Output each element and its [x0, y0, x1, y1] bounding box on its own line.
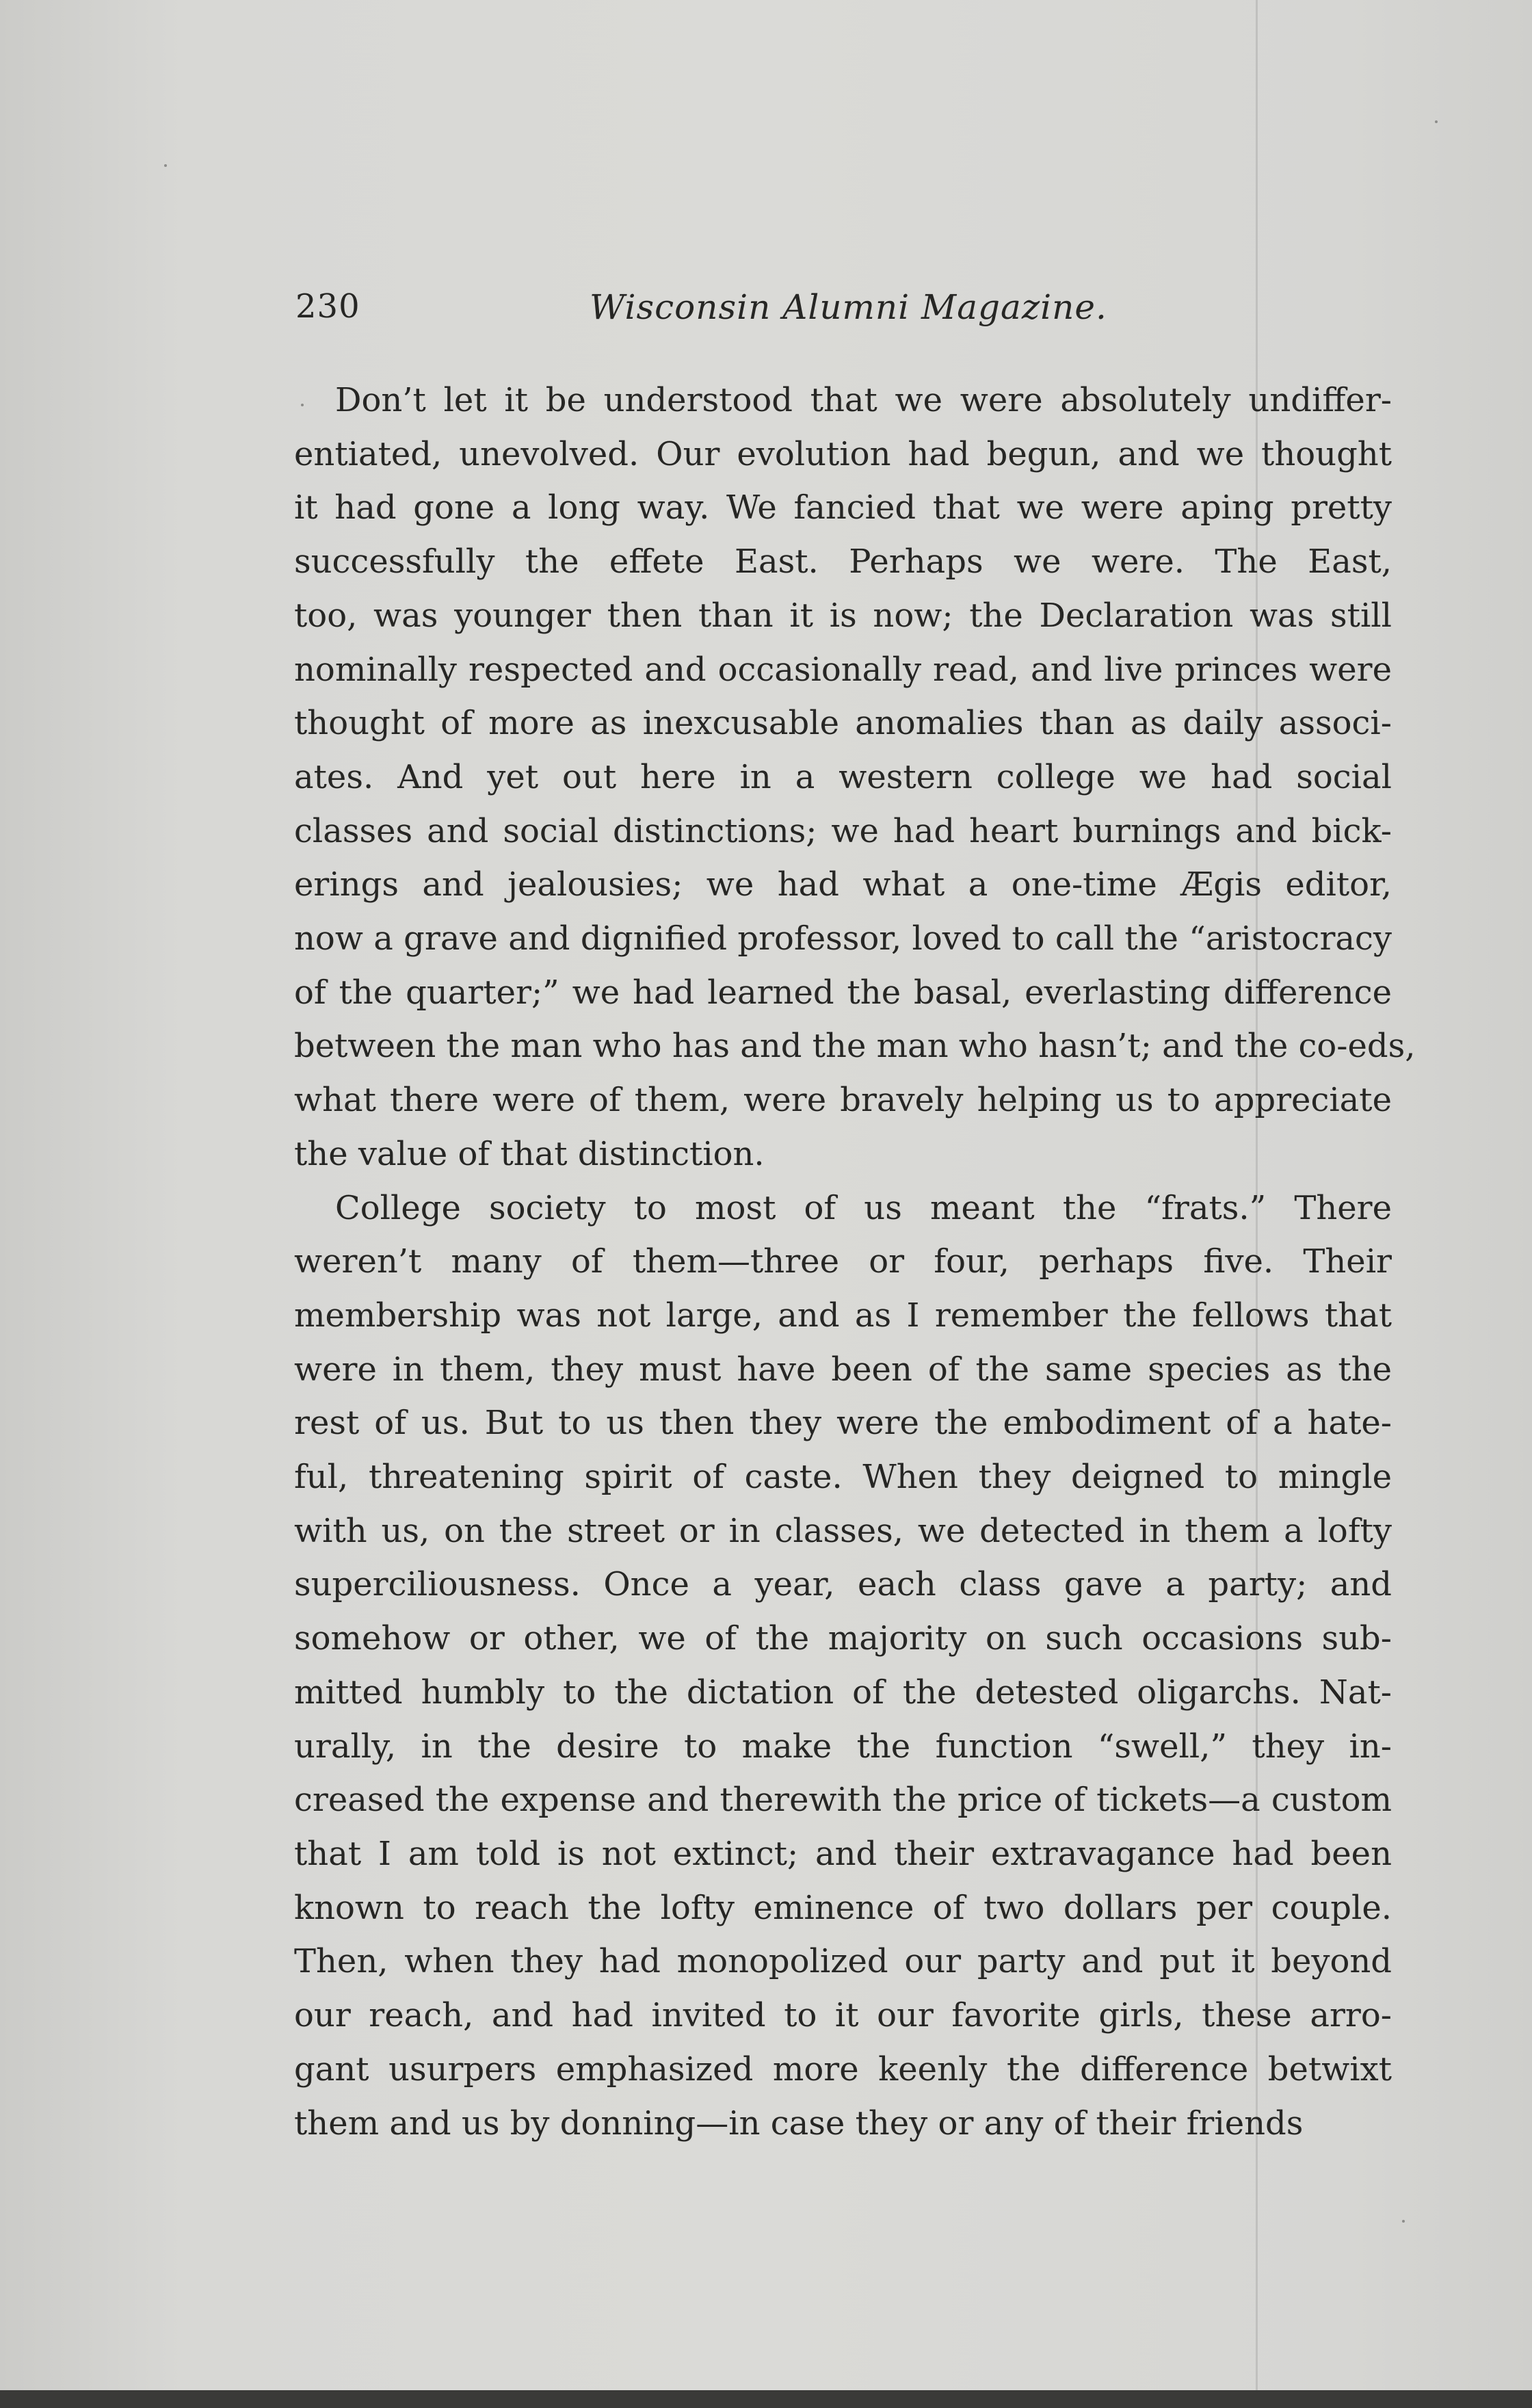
running-header	[295, 287, 1123, 335]
text-line: ful, threatening spirit of caste. When they deigned to mingle	[294, 1458, 1392, 1497]
text-line: ates. And yet out here in a western college we had social	[294, 757, 1392, 796]
paper-speck	[1435, 120, 1438, 123]
text-line: it had gone a long way. We fancied that we were aping pretty	[294, 488, 1392, 527]
text-line: that I am told is not extinct; and their extravagance had been	[294, 1834, 1392, 1873]
text-line: entiated, unevolved. Our evolution had begun, and we thought	[294, 434, 1392, 473]
text-line: rest of us. But to us then they were the embodiment of a hate-	[294, 1404, 1392, 1443]
page-number: 230	[295, 287, 360, 326]
text-line: superciliousness. Once a year, each class gave a party; and	[294, 1565, 1392, 1604]
text-line: them and us by donning—in case they or any of their friends	[294, 2104, 1304, 2143]
text-line: too, was younger then than it is now; the Declaration was still	[294, 596, 1392, 635]
text-line: between the man who has and the man who hasn’t; and the co-eds,	[294, 1027, 1416, 1066]
text-line: urally, in the desire to make the function “swell,” they in-	[294, 1727, 1392, 1766]
text-line: of the quarter;” we had learned the basal, everlasting difference	[294, 973, 1392, 1012]
text-line: successfully the effete East. Perhaps we were. The East,	[294, 542, 1392, 581]
article-body	[294, 374, 1416, 2150]
text-line: gant usurpers emphasized more keenly the difference betwixt	[294, 2050, 1392, 2089]
text-line: were in them, they must have been of the same species as the	[294, 1350, 1392, 1389]
text-line: nominally respected and occasionally read, and live princes were	[294, 650, 1392, 689]
text-line: thought of more as inexcusable anomalies than as daily associ-	[294, 704, 1392, 743]
text-line: membership was not large, and as I remember the fellows that	[294, 1296, 1392, 1335]
text-line: creased the expense and therewith the price of tickets—a custom	[294, 1781, 1392, 1820]
running-title: Wisconsin Alumni Magazine.	[590, 287, 1107, 327]
text-line: classes and social distinctions; we had heart burnings and bick-	[294, 811, 1392, 850]
paragraph	[294, 374, 1416, 1181]
text-line: College society to most of us meant the “frats.” There	[335, 1188, 1392, 1227]
paper-speck	[1402, 2220, 1405, 2223]
text-line: Then, when they had monopolized our party and put it beyond	[294, 1942, 1392, 1981]
text-line: the value of that distinction.	[294, 1134, 765, 1173]
text-line: known to reach the lofty eminence of two dollars per couple.	[294, 1888, 1392, 1927]
paragraph	[294, 1181, 1392, 2151]
text-line: now a grave and dignified professor, loved to call the “aristocracy	[294, 919, 1392, 958]
text-line: Don’t let it be understood that we were absolutely undiffer-	[335, 381, 1392, 419]
text-line: weren’t many of them—three or four, perhaps five. Their	[294, 1242, 1392, 1281]
paper-speck	[164, 164, 167, 167]
text-line: erings and jealousies; we had what a one-time Ægis editor,	[294, 865, 1392, 904]
text-line: our reach, and had invited to it our favorite girls, these arro-	[294, 1996, 1392, 2035]
scan-edge	[0, 2390, 1532, 2408]
text-line: somehow or other, we of the majority on such occasions sub-	[294, 1619, 1392, 1658]
text-line: with us, on the street or in classes, we detected in them a lofty	[294, 1511, 1392, 1550]
text-line: mitted humbly to the dictation of the detested oligarchs. Nat-	[294, 1673, 1392, 1712]
text-line: what there were of them, were bravely helping us to appreciate	[294, 1081, 1392, 1120]
